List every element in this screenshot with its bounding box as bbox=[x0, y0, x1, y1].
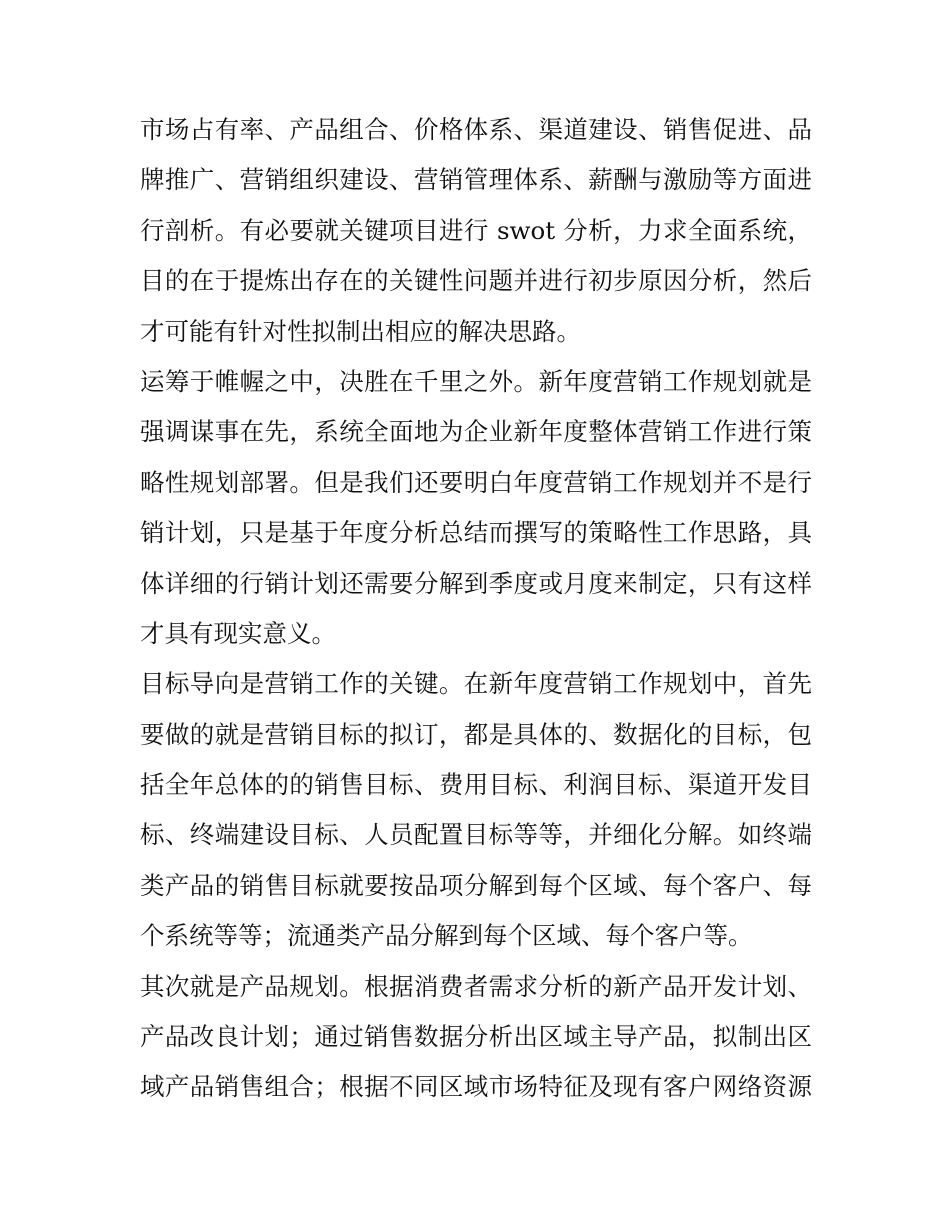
text-line: 标、终端建设目标、人员配置目标等等，并细化分解。如终端 bbox=[140, 820, 812, 850]
text-line: 销计划，只是基于年度分析总结而撰写的策略性工作思路，具 bbox=[140, 518, 812, 548]
text-line: 产品改良计划；通过销售数据分析出区域主导产品，拟制出区 bbox=[140, 1022, 812, 1052]
paragraph-4 bbox=[140, 962, 812, 1113]
text-line: 要做的就是营销目标的拟订，都是具体的、数据化的目标，包 bbox=[140, 719, 812, 749]
text-line: 运筹于帷幄之中，决胜在千里之外。新年度营销工作规划就是 bbox=[140, 366, 812, 396]
text-line: 略性规划部署。但是我们还要明白年度营销工作规划并不是行 bbox=[140, 467, 812, 497]
paragraph-2 bbox=[140, 357, 812, 659]
text-line: 域产品销售组合；根据不同区域市场特征及现有客户网络资源 bbox=[140, 1072, 812, 1102]
document-body bbox=[140, 105, 812, 1113]
paragraph-3 bbox=[140, 659, 812, 961]
paragraph-1 bbox=[140, 105, 812, 357]
text-line: 目的在于提炼出存在的关键性问题并进行初步原因分析，然后 bbox=[140, 266, 812, 296]
text-line: 体详细的行销计划还需要分解到季度或月度来制定，只有这样 bbox=[140, 568, 812, 598]
text-line: 才具有现实意义。 bbox=[140, 618, 336, 648]
text-line: 目标导向是营销工作的关键。在新年度营销工作规划中，首先 bbox=[140, 669, 812, 699]
text-line: 市场占有率、产品组合、价格体系、渠道建设、销售促进、品 bbox=[140, 115, 812, 144]
text-line: 类产品的销售目标就要按品项分解到每个区域、每个客户、每 bbox=[140, 870, 812, 900]
text-line: 才可能有针对性拟制出相应的解决思路。 bbox=[140, 316, 581, 346]
text-line: 牌推广、营销组织建设、营销管理体系、薪酬与激励等方面进 bbox=[140, 165, 812, 195]
text-line: 括全年总体的的销售目标、费用目标、利润目标、渠道开发目 bbox=[140, 770, 812, 800]
text-line: 个系统等等；流通类产品分解到每个区域、每个客户等。 bbox=[140, 921, 753, 951]
text-line: 其次就是产品规划。根据消费者需求分析的新产品开发计划、 bbox=[140, 971, 812, 1001]
text-line: 强调谋事在先，系统全面地为企业新年度整体营销工作进行策 bbox=[140, 417, 812, 447]
text-line: 行剖析。有必要就关键项目进行 swot 分析，力求全面系统， bbox=[140, 215, 812, 245]
